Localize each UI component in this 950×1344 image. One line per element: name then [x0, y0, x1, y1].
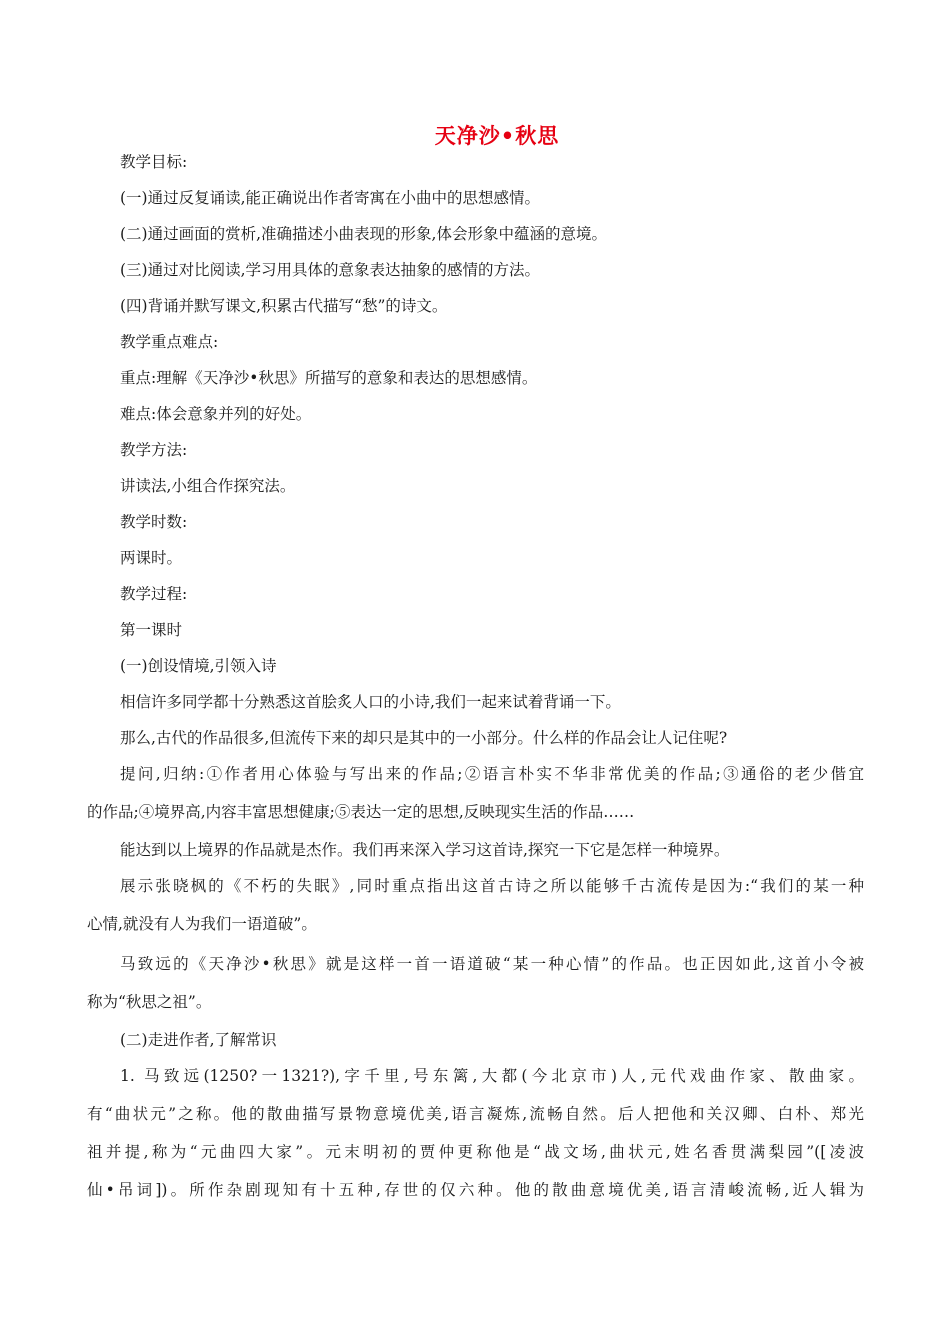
paragraph: (一)创设情境,引领入诗 [120, 657, 277, 675]
paragraph: (四)背诵并默写课文,积累古代描写“愁”的诗文。 [120, 297, 448, 315]
paragraph: 提问,归纳:①作者用心体验与写出来的作品;②语言朴实不华非常优美的作品;③通俗的老少偕宜 [120, 765, 864, 783]
paragraph: 教学重点难点: [120, 333, 219, 351]
paragraph: (三)通过对比阅读,学习用具体的意象表达抽象的感情的方法。 [120, 261, 541, 279]
paragraph: 1. 马致远(1250?一1321?),字千里,号东篱,大都(今北京市)人,元代戏曲作家、散曲家。 [120, 1067, 864, 1085]
paragraph: 的作品;④境界高,内容丰富思想健康;⑤表达一定的思想,反映现实生活的作品…… [87, 803, 635, 821]
section-heading: (二)走进作者,了解常识 [120, 1031, 277, 1049]
paragraph: 讲读法,小组合作探究法。 [120, 477, 296, 495]
paragraph: 第一课时 [120, 621, 183, 639]
paragraph: 仙•吊词])。所作杂剧现知有十五种,存世的仅六种。他的散曲意境优美,语言清峻流畅,近人辑为 [87, 1181, 864, 1199]
paragraph: 两课时。 [120, 549, 183, 567]
paragraph: 有“曲状元”之称。他的散曲描写景物意境优美,语言凝炼,流畅自然。后人把他和关汉卿、白朴、郑光 [87, 1105, 864, 1123]
paragraph: 心情,就没有人为我们一语道破”。 [87, 915, 317, 933]
paragraph: (二)通过画面的赏析,准确描述小曲表现的形象,体会形象中蕴涵的意境。 [120, 225, 607, 243]
paragraph: 教学方法: [120, 441, 188, 459]
paragraph: 展示张晓枫的《不朽的失眠》,同时重点指出这首古诗之所以能够千古流传是因为:“我们的某一种 [120, 877, 864, 895]
paragraph: 教学目标: [120, 153, 188, 171]
paragraph: 教学时数: [120, 513, 188, 531]
paragraph: 相信许多同学都十分熟悉这首脍炙人口的小诗,我们一起来试着背诵一下。 [120, 693, 621, 711]
paragraph: 马致远的《天净沙•秋思》就是这样一首一语道破“某一种心情”的作品。也正因如此,这首小令被 [120, 955, 864, 973]
paragraph: 教学过程: [120, 585, 188, 603]
page-title: 天净沙•秋思 [434, 124, 560, 148]
paragraph: 那么,古代的作品很多,但流传下来的却只是其中的一小部分。什么样的作品会让人记住呢? [120, 729, 728, 747]
paragraph: 称为“秋思之祖”。 [87, 993, 212, 1011]
paragraph: 能达到以上境界的作品就是杰作。我们再来深入学习这首诗,探究一下它是怎样一种境界。 [120, 841, 730, 859]
paragraph: 难点:体会意象并列的好处。 [120, 405, 312, 423]
paragraph: 重点:理解《天净沙•秋思》所描写的意象和表达的思想感情。 [120, 369, 538, 387]
paragraph: (一)通过反复诵读,能正确说出作者寄寓在小曲中的思想感情。 [120, 189, 541, 207]
paragraph: 祖并提,称为“元曲四大家”。元末明初的贾仲更称他是“战文场,曲状元,姓名香贯满梨园”([凌波 [87, 1143, 864, 1161]
